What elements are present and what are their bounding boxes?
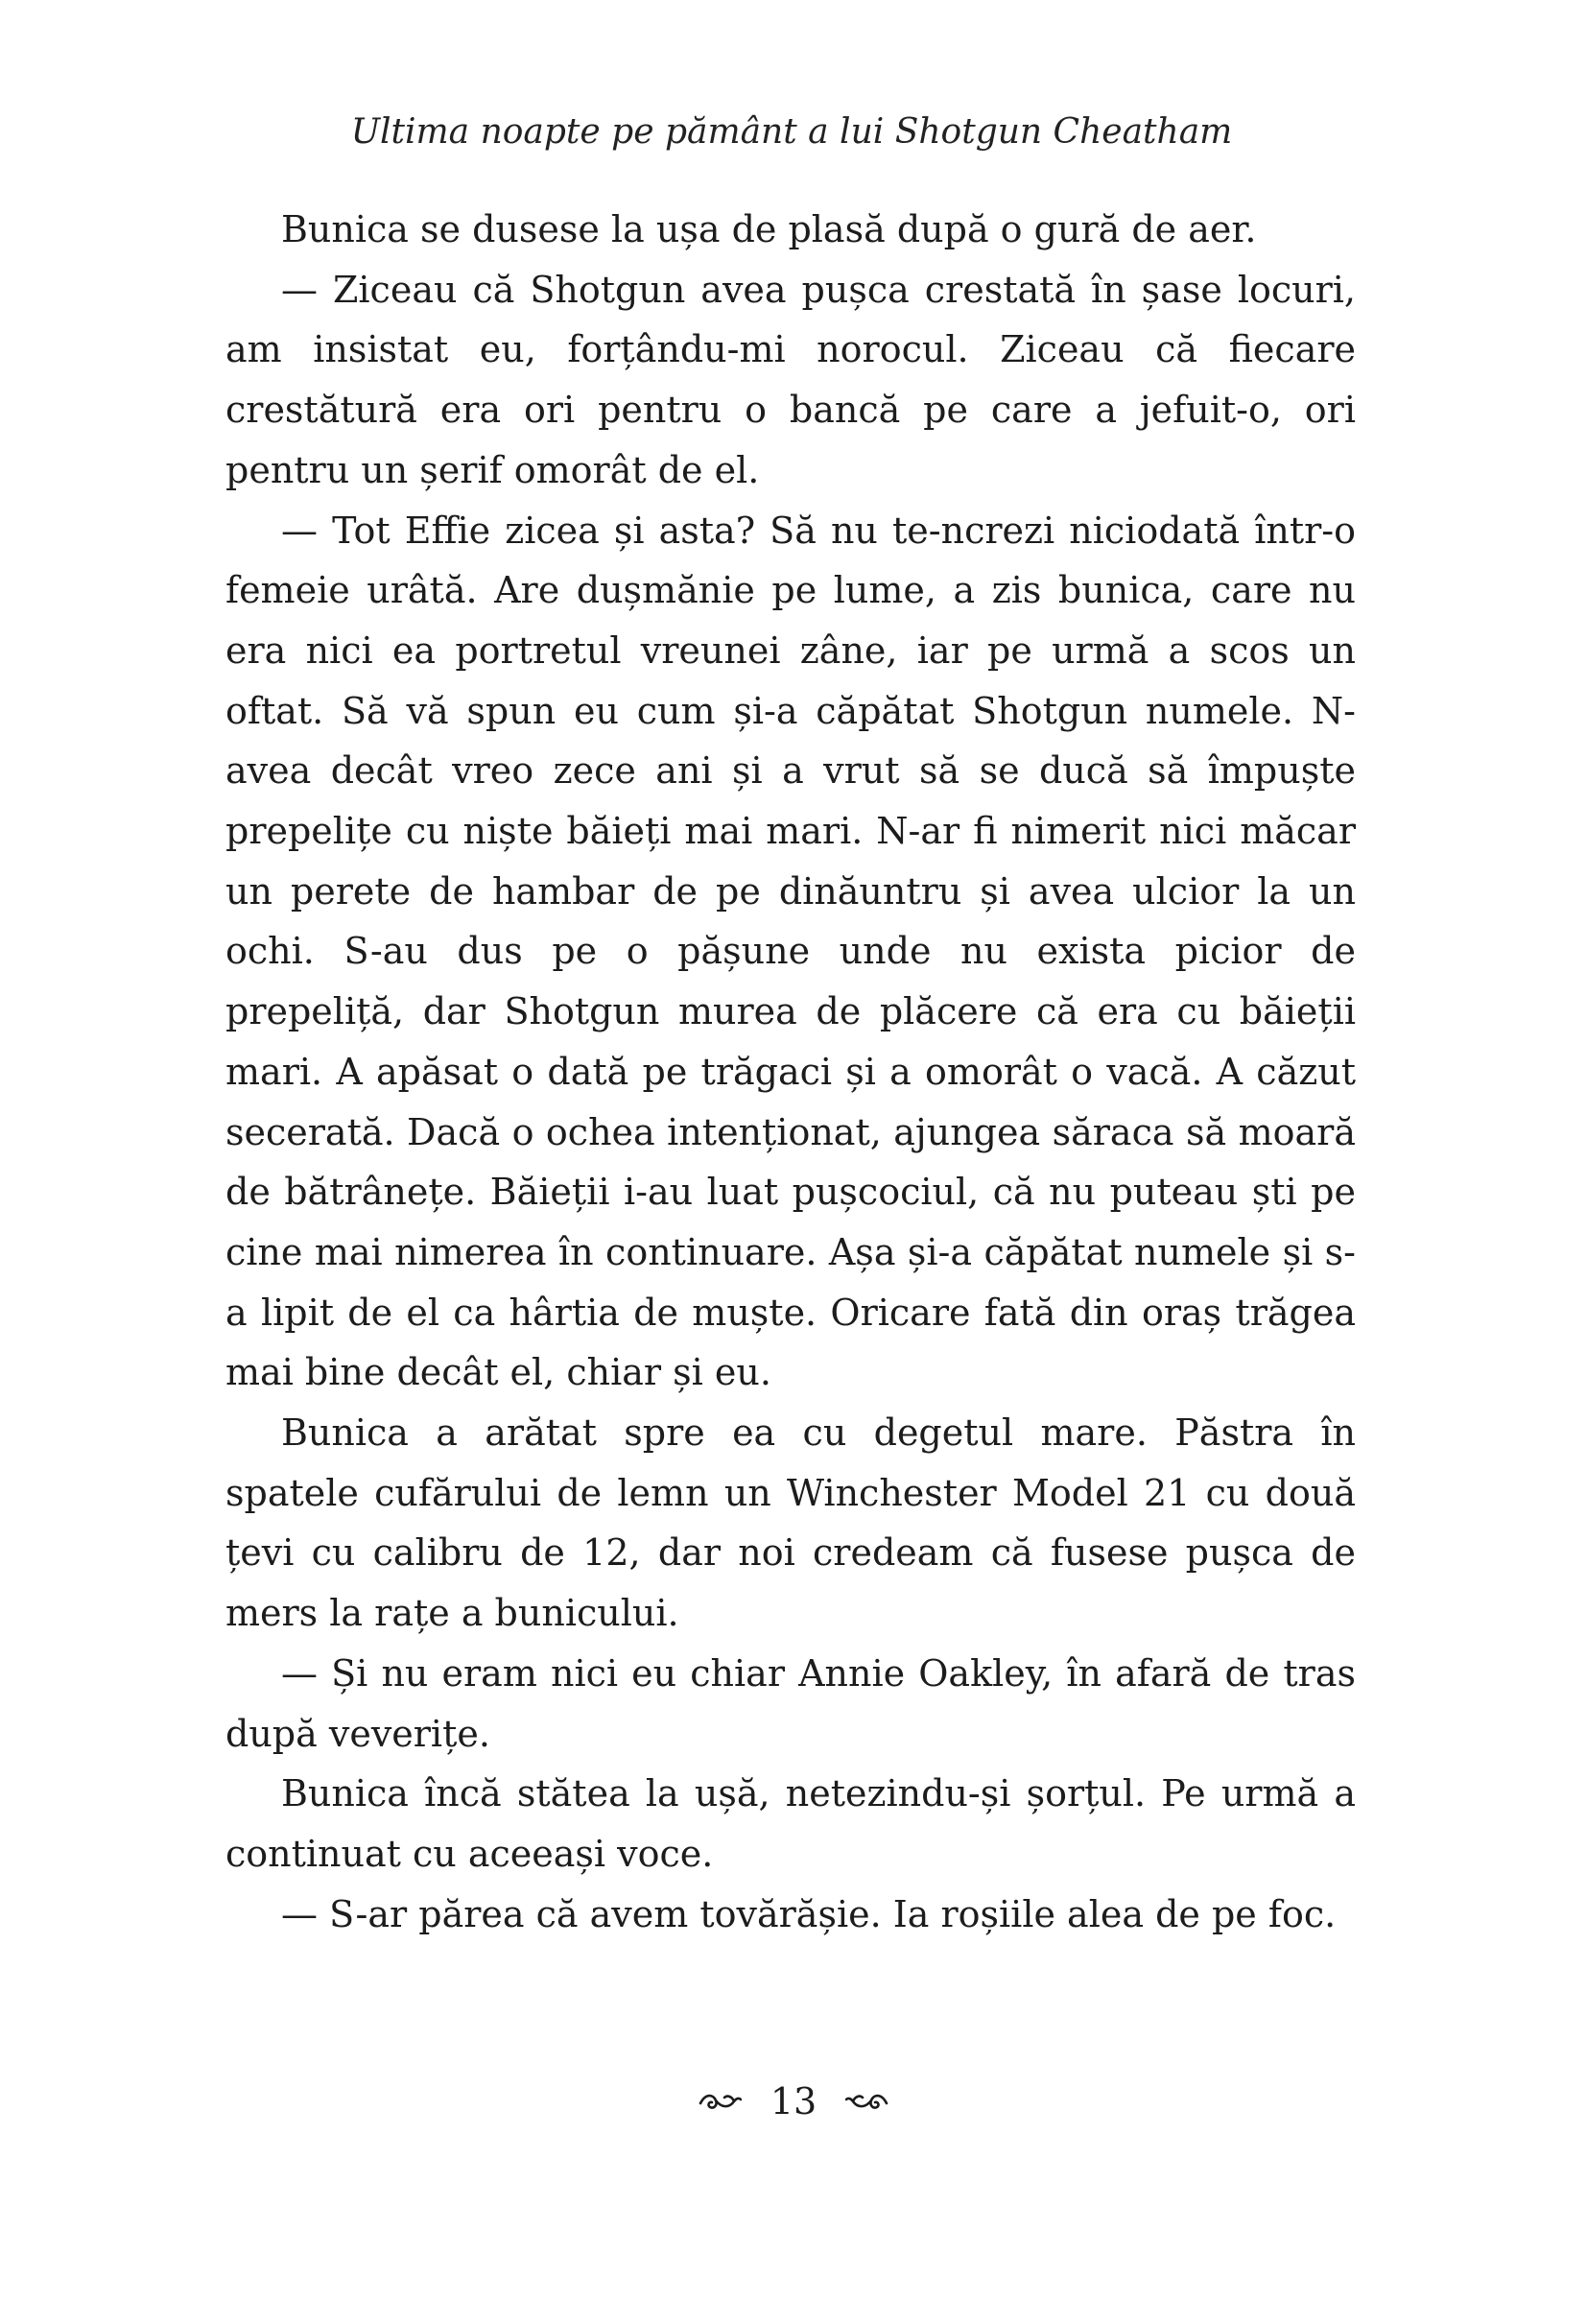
page-footer [0, 2080, 1587, 2122]
paragraph: Bunica se dusese la ușa de plasă după o gură de aer. [281, 208, 1257, 250]
body-text [225, 200, 1356, 1944]
paragraph: — Tot Effie zicea și asta? Să nu te-ncrezi niciodată într-o femeie urâtă. Are dușmănie pe lume, a zis bunica, care nu era nici ea portretul vreunei zâne, iar pe urmă a scos un oftat. Să vă spun eu cum și-a căpătat Shotgun numele. N-avea decât vreo zece ani și a vrut să se ducă să împuște prepelițe cu niște băieți mai mari. N-ar fi nimerit nici măcar un perete de hambar de pe dinăuntru și avea ulcior la un ochi. S-au dus pe o pășune unde nu exista picior de prepeliță, dar Shotgun murea de plăcere că era cu băieții mari. A apăsat o dată pe trăgaci și a omorât o vacă. A căzut secerată. Dacă o ochea intenționat, ajungea săraca să moară de bătrânețe. Băieții i-au luat pușcociul, că nu puteau ști pe cine mai nimerea în continuare. Așa și-a căpătat numele și s-a lipit de el ca hârtia de muște. Oricare fată din oraș trăgea mai bine decât el, chiar și eu. [225, 509, 1356, 1394]
flourish-right-icon [845, 2089, 889, 2114]
page-number: 13 [770, 2080, 817, 2122]
paragraph: — Și nu eram nici eu chiar Annie Oakley, în afară de tras după veverițe. [225, 1651, 1356, 1755]
paragraph: — S-ar părea că avem tovărășie. Ia roșiile alea de pe foc. [281, 1892, 1337, 1935]
flourish-left-icon [698, 2089, 742, 2114]
paragraph: Bunica a arătat spre ea cu degetul mare. Păstra în spatele cufărului de lemn un Winchester Model 21 cu două țevi cu calibru de 12, dar noi credeam că fusese pușca de mers la rațe a bunicului. [225, 1411, 1356, 1635]
running-head-title: Ultima noapte pe pământ a lui Shotgun Cheatham [350, 112, 1233, 152]
paragraph: Bunica încă stătea la ușă, netezindu-și șorțul. Pe urmă a continuat cu aceeași voce. [225, 1772, 1356, 1875]
paragraph: — Ziceau că Shotgun avea pușca crestată în șase locuri, am insistat eu, forțându-mi norocul. Ziceau că fiecare crestătură era ori pentru o bancă pe care a jefuit-o, ori pentru un șerif omorât de el. [225, 268, 1356, 491]
